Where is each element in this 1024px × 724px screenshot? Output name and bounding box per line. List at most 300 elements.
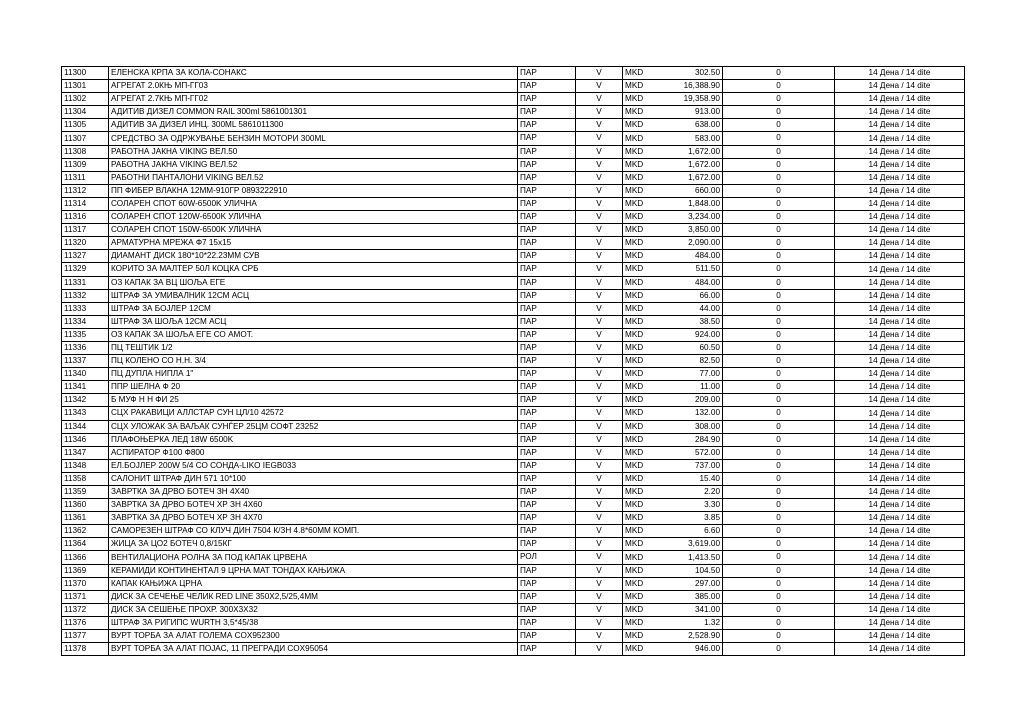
item-price: 737.00 (653, 459, 723, 472)
item-price: 2,528.90 (653, 630, 723, 643)
item-currency: MKD (623, 564, 653, 577)
item-currency: MKD (623, 499, 653, 512)
table-row (62, 302, 965, 315)
item-code: 11305 (62, 119, 109, 132)
item-description: КАПАК КАЊИЖА ЦРНА (109, 577, 518, 590)
item-price: 284.90 (653, 433, 723, 446)
item-price: 924.00 (653, 328, 723, 341)
item-unit: ПАР (518, 119, 576, 132)
item-unit: ПАР (518, 577, 576, 590)
item-unit: ПАР (518, 184, 576, 197)
item-code: 11346 (62, 433, 109, 446)
item-vat-mark: V (576, 211, 623, 224)
table-row (62, 459, 965, 472)
item-price: 104.50 (653, 564, 723, 577)
item-description: АДИТИВ ДИЗЕЛ COMMON RAIL 300ml 5861001301 (109, 106, 518, 119)
item-code: 11376 (62, 616, 109, 629)
item-delivery-time: 14 Дена / 14 dite (835, 341, 965, 354)
item-discount: 0 (723, 224, 835, 237)
item-description: САМОРЕЗЕН ШТРАФ СО КЛУЧ ДИН 7504 К/ЗН 4.8*60ММ КОМП. (109, 525, 518, 538)
item-currency: MKD (623, 315, 653, 328)
item-description: ОЗ КАПАК ЗА ВЦ ШОЉА ЕГЕ (109, 276, 518, 289)
table-row (62, 67, 965, 80)
item-currency: MKD (623, 538, 653, 551)
item-delivery-time: 14 Дена / 14 dite (835, 224, 965, 237)
item-price: 3,619.00 (653, 538, 723, 551)
item-vat-mark: V (576, 407, 623, 420)
item-unit: ПАР (518, 472, 576, 485)
item-description: ПЦ ДУПЛА НИПЛА 1" (109, 368, 518, 381)
item-delivery-time: 14 Дена / 14 dite (835, 132, 965, 145)
item-vat-mark: V (576, 381, 623, 394)
item-delivery-time: 14 Дена / 14 dite (835, 459, 965, 472)
item-description: СЦХ РАКАВИЦИ АЛЛСТАР СУН ЦЛ/10 42572 (109, 407, 518, 420)
item-delivery-time: 14 Дена / 14 dite (835, 499, 965, 512)
item-code: 11308 (62, 145, 109, 158)
table-row (62, 132, 965, 145)
item-currency: MKD (623, 603, 653, 616)
item-vat-mark: V (576, 433, 623, 446)
table-row (62, 381, 965, 394)
item-code: 11366 (62, 551, 109, 564)
item-delivery-time: 14 Дена / 14 dite (835, 538, 965, 551)
item-unit: ПАР (518, 420, 576, 433)
item-code: 11312 (62, 184, 109, 197)
item-vat-mark: V (576, 564, 623, 577)
item-price: 1,672.00 (653, 145, 723, 158)
item-delivery-time: 14 Дена / 14 dite (835, 603, 965, 616)
table-row (62, 525, 965, 538)
item-description: ЗАВРТКА ЗА ДРВО БОТЕЧ ХР ЗН 4X60 (109, 499, 518, 512)
item-delivery-time: 14 Дена / 14 dite (835, 119, 965, 132)
item-vat-mark: V (576, 472, 623, 485)
table-row (62, 551, 965, 564)
item-vat-mark: V (576, 616, 623, 629)
item-currency: MKD (623, 263, 653, 276)
item-discount: 0 (723, 145, 835, 158)
item-currency: MKD (623, 328, 653, 341)
item-delivery-time: 14 Дена / 14 dite (835, 80, 965, 93)
item-vat-mark: V (576, 368, 623, 381)
item-unit: ПАР (518, 106, 576, 119)
item-description: ШТРАФ ЗА РИГИПС WURTH 3,5*45/38 (109, 616, 518, 629)
item-code: 11329 (62, 263, 109, 276)
item-unit: ПАР (518, 394, 576, 407)
table-row (62, 420, 965, 433)
item-code: 11371 (62, 590, 109, 603)
item-vat-mark: V (576, 145, 623, 158)
item-delivery-time: 14 Дена / 14 dite (835, 171, 965, 184)
item-unit: ПАР (518, 564, 576, 577)
item-discount: 0 (723, 551, 835, 564)
item-currency: MKD (623, 525, 653, 538)
item-description: КЕРАМИДИ КОНТИНЕНТАЛ 9 ЦРНА МАТ ТОНДАХ КАЊИЖА (109, 564, 518, 577)
item-unit: ПАР (518, 459, 576, 472)
table-row (62, 368, 965, 381)
item-currency: MKD (623, 459, 653, 472)
table-row (62, 237, 965, 250)
item-unit: ПАР (518, 512, 576, 525)
item-discount: 0 (723, 171, 835, 184)
item-description: АРМАТУРНА МРЕЖА Ф7 15x15 (109, 237, 518, 250)
item-currency: MKD (623, 590, 653, 603)
table-row (62, 499, 965, 512)
item-code: 11341 (62, 381, 109, 394)
item-description: КОРИТО ЗА МАЛТЕР 50Л КОЦКА СРБ (109, 263, 518, 276)
item-discount: 0 (723, 93, 835, 106)
item-currency: MKD (623, 486, 653, 499)
item-currency: MKD (623, 93, 653, 106)
item-description: АГРЕГАТ 2.0КЊ МП-ГГ03 (109, 80, 518, 93)
item-price: 1,672.00 (653, 158, 723, 171)
item-discount: 0 (723, 302, 835, 315)
item-delivery-time: 14 Дена / 14 dite (835, 590, 965, 603)
item-price: 3.85 (653, 512, 723, 525)
item-delivery-time: 14 Дена / 14 dite (835, 355, 965, 368)
table-row (62, 197, 965, 210)
item-code: 11358 (62, 472, 109, 485)
table-row (62, 472, 965, 485)
item-description: ЗАВРТКА ЗА ДРВО БОТЕЧ ХР ЗН 4X70 (109, 512, 518, 525)
item-price: 572.00 (653, 446, 723, 459)
item-discount: 0 (723, 315, 835, 328)
item-unit: ПАР (518, 341, 576, 354)
item-code: 11301 (62, 80, 109, 93)
item-price: 3,850.00 (653, 224, 723, 237)
item-currency: MKD (623, 132, 653, 145)
item-discount: 0 (723, 80, 835, 93)
item-unit: ПАР (518, 368, 576, 381)
item-discount: 0 (723, 486, 835, 499)
item-price: 3,234.00 (653, 211, 723, 224)
item-code: 11302 (62, 93, 109, 106)
item-unit: ПАР (518, 315, 576, 328)
item-delivery-time: 14 Дена / 14 dite (835, 525, 965, 538)
item-price: 19,358.90 (653, 93, 723, 106)
item-unit: ПАР (518, 433, 576, 446)
item-unit: ПАР (518, 381, 576, 394)
item-unit: ПАР (518, 289, 576, 302)
item-vat-mark: V (576, 328, 623, 341)
item-price: 77.00 (653, 368, 723, 381)
item-vat-mark: V (576, 446, 623, 459)
item-vat-mark: V (576, 577, 623, 590)
item-unit: ПАР (518, 67, 576, 80)
item-currency: MKD (623, 106, 653, 119)
item-delivery-time: 14 Дена / 14 dite (835, 250, 965, 263)
item-delivery-time: 14 Дена / 14 dite (835, 276, 965, 289)
item-code: 11316 (62, 211, 109, 224)
item-code: 11364 (62, 538, 109, 551)
item-description: СЦХ УЛОЖАК ЗА ВАЉАК СУНЃЕР 25ЦМ СОФТ 23252 (109, 420, 518, 433)
item-discount: 0 (723, 420, 835, 433)
table-row (62, 106, 965, 119)
item-delivery-time: 14 Дена / 14 dite (835, 106, 965, 119)
item-currency: MKD (623, 394, 653, 407)
item-currency: MKD (623, 119, 653, 132)
item-discount: 0 (723, 355, 835, 368)
item-unit: ПАР (518, 499, 576, 512)
item-vat-mark: V (576, 197, 623, 210)
item-currency: MKD (623, 80, 653, 93)
item-discount: 0 (723, 630, 835, 643)
table-row (62, 276, 965, 289)
item-price: 1,848.00 (653, 197, 723, 210)
item-currency: MKD (623, 341, 653, 354)
item-code: 11347 (62, 446, 109, 459)
item-delivery-time: 14 Дена / 14 dite (835, 446, 965, 459)
item-code: 11311 (62, 171, 109, 184)
table-row (62, 341, 965, 354)
item-price: 302.50 (653, 67, 723, 80)
item-code: 11348 (62, 459, 109, 472)
item-delivery-time: 14 Дена / 14 dite (835, 472, 965, 485)
table-row (62, 184, 965, 197)
item-price: 484.00 (653, 250, 723, 263)
item-price: 511.50 (653, 263, 723, 276)
item-discount: 0 (723, 158, 835, 171)
item-discount: 0 (723, 394, 835, 407)
table-row (62, 315, 965, 328)
item-discount: 0 (723, 538, 835, 551)
item-unit: ПАР (518, 197, 576, 210)
item-unit: ПАР (518, 603, 576, 616)
item-unit: ПАР (518, 237, 576, 250)
item-delivery-time: 14 Дена / 14 dite (835, 197, 965, 210)
item-vat-mark: V (576, 486, 623, 499)
item-vat-mark: V (576, 394, 623, 407)
item-price: 209.00 (653, 394, 723, 407)
item-discount: 0 (723, 250, 835, 263)
item-delivery-time: 14 Дена / 14 dite (835, 630, 965, 643)
item-vat-mark: V (576, 551, 623, 564)
item-price: 913.00 (653, 106, 723, 119)
item-vat-mark: V (576, 289, 623, 302)
item-vat-mark: V (576, 106, 623, 119)
item-price: 82.50 (653, 355, 723, 368)
item-currency: MKD (623, 551, 653, 564)
item-price: 60.50 (653, 341, 723, 354)
item-discount: 0 (723, 197, 835, 210)
item-currency: MKD (623, 616, 653, 629)
item-discount: 0 (723, 119, 835, 132)
item-unit: ПАР (518, 538, 576, 551)
item-description: СОЛАРЕН СПОТ 60W-6500K УЛИЧНА (109, 197, 518, 210)
item-vat-mark: V (576, 171, 623, 184)
item-unit: ПАР (518, 446, 576, 459)
item-price: 16,388.90 (653, 80, 723, 93)
item-code: 11361 (62, 512, 109, 525)
item-delivery-time: 14 Дена / 14 dite (835, 368, 965, 381)
item-currency: MKD (623, 145, 653, 158)
item-code: 11362 (62, 525, 109, 538)
item-description: АГРЕГАТ 2.7КЊ МП-ГГ02 (109, 93, 518, 106)
item-discount: 0 (723, 433, 835, 446)
item-vat-mark: V (576, 276, 623, 289)
item-description: ПП ФИБЕР ВЛАКНА 12ММ-910ГР 0893222910 (109, 184, 518, 197)
item-discount: 0 (723, 289, 835, 302)
item-vat-mark: V (576, 250, 623, 263)
item-code: 11344 (62, 420, 109, 433)
table-row (62, 119, 965, 132)
item-currency: MKD (623, 224, 653, 237)
item-unit: ПАР (518, 158, 576, 171)
item-code: 11372 (62, 603, 109, 616)
item-price: 946.00 (653, 643, 723, 656)
item-unit: ПАР (518, 590, 576, 603)
item-currency: MKD (623, 211, 653, 224)
item-description: ВУРТ ТОРБА ЗА АЛАТ ПОЈАС, 11 ПРЕГРАДИ COX95054 (109, 643, 518, 656)
item-unit: ПАР (518, 211, 576, 224)
item-currency: MKD (623, 197, 653, 210)
item-code: 11342 (62, 394, 109, 407)
item-description: ЕЛ.БОЈЛЕР 200W 5/4 СО СОНДА-LIKO IEGB033 (109, 459, 518, 472)
item-discount: 0 (723, 577, 835, 590)
item-code: 11317 (62, 224, 109, 237)
item-delivery-time: 14 Дена / 14 dite (835, 616, 965, 629)
item-description: Б МУФ Н Н ФИ 25 (109, 394, 518, 407)
item-code: 11332 (62, 289, 109, 302)
item-vat-mark: V (576, 512, 623, 525)
item-vat-mark: V (576, 93, 623, 106)
item-currency: MKD (623, 407, 653, 420)
item-description: ЖИЦА ЗА ЦО2 БОТЕЧ 0,8/15КГ (109, 538, 518, 551)
item-discount: 0 (723, 459, 835, 472)
item-code: 11377 (62, 630, 109, 643)
item-description: РАБОТНА ЈАКНА VIKING ВЕЛ.50 (109, 145, 518, 158)
item-delivery-time: 14 Дена / 14 dite (835, 93, 965, 106)
item-delivery-time: 14 Дена / 14 dite (835, 184, 965, 197)
price-list-table (61, 66, 965, 656)
item-currency: MKD (623, 630, 653, 643)
item-description: ПЛАФОЊЕРКА ЛЕД 18W 6500K (109, 433, 518, 446)
item-currency: MKD (623, 433, 653, 446)
item-delivery-time: 14 Дена / 14 dite (835, 302, 965, 315)
item-description: АСПИРАТОР Ф100 Ф800 (109, 446, 518, 459)
table-row (62, 446, 965, 459)
table-row (62, 577, 965, 590)
item-delivery-time: 14 Дена / 14 dite (835, 433, 965, 446)
item-code: 11369 (62, 564, 109, 577)
table-row (62, 616, 965, 629)
item-currency: MKD (623, 420, 653, 433)
item-price: 44.00 (653, 302, 723, 315)
item-code: 11340 (62, 368, 109, 381)
item-description: ОЗ КАПАК ЗА ШОЉА ЕГЕ СО АМОТ. (109, 328, 518, 341)
item-unit: ПАР (518, 302, 576, 315)
item-code: 11370 (62, 577, 109, 590)
item-discount: 0 (723, 263, 835, 276)
item-discount: 0 (723, 106, 835, 119)
item-unit: ПАР (518, 93, 576, 106)
item-currency: MKD (623, 250, 653, 263)
item-currency: MKD (623, 276, 653, 289)
item-code: 11360 (62, 499, 109, 512)
item-unit: ПАР (518, 355, 576, 368)
item-currency: MKD (623, 171, 653, 184)
item-delivery-time: 14 Дена / 14 dite (835, 263, 965, 276)
item-description: ШТРАФ ЗА ШОЉА 12СМ АСЦ (109, 315, 518, 328)
item-delivery-time: 14 Дена / 14 dite (835, 289, 965, 302)
table-row (62, 250, 965, 263)
item-vat-mark: V (576, 341, 623, 354)
item-delivery-time: 14 Дена / 14 dite (835, 381, 965, 394)
item-code: 11309 (62, 158, 109, 171)
item-delivery-time: 14 Дена / 14 dite (835, 211, 965, 224)
item-price: 132.00 (653, 407, 723, 420)
item-unit: ПАР (518, 224, 576, 237)
item-discount: 0 (723, 512, 835, 525)
item-vat-mark: V (576, 302, 623, 315)
item-unit: ПАР (518, 145, 576, 158)
item-vat-mark: V (576, 525, 623, 538)
item-unit: ПАР (518, 276, 576, 289)
item-price: 2,090.00 (653, 237, 723, 250)
item-currency: MKD (623, 289, 653, 302)
table-row (62, 263, 965, 276)
item-currency: MKD (623, 446, 653, 459)
item-price: 638.00 (653, 119, 723, 132)
item-delivery-time: 14 Дена / 14 dite (835, 394, 965, 407)
item-description: ВУРТ ТОРБА ЗА АЛАТ ГОЛЕМА COX952300 (109, 630, 518, 643)
item-code: 11334 (62, 315, 109, 328)
item-price: 38.50 (653, 315, 723, 328)
item-vat-mark: V (576, 224, 623, 237)
item-delivery-time: 14 Дена / 14 dite (835, 237, 965, 250)
table-row (62, 289, 965, 302)
item-discount: 0 (723, 67, 835, 80)
item-description: СОЛАРЕН СПОТ 120W-6500K УЛИЧНА (109, 211, 518, 224)
item-vat-mark: V (576, 603, 623, 616)
item-delivery-time: 14 Дена / 14 dite (835, 328, 965, 341)
item-discount: 0 (723, 368, 835, 381)
item-price: 3.30 (653, 499, 723, 512)
table-row (62, 93, 965, 106)
table-row (62, 630, 965, 643)
item-vat-mark: V (576, 355, 623, 368)
item-code: 11378 (62, 643, 109, 656)
item-description: ЗАВРТКА ЗА ДРВО БОТЕЧ ЗН 4X40 (109, 486, 518, 499)
item-price: 2.20 (653, 486, 723, 499)
item-currency: MKD (623, 237, 653, 250)
item-currency: MKD (623, 184, 653, 197)
item-description: ППР ШЕЛНА Ф 20 (109, 381, 518, 394)
item-delivery-time: 14 Дена / 14 dite (835, 551, 965, 564)
item-unit: ПАР (518, 328, 576, 341)
item-code: 11337 (62, 355, 109, 368)
item-vat-mark: V (576, 80, 623, 93)
item-description: ДИСК ЗА СЕШЕЊЕ ПРОХР. 300X3X32 (109, 603, 518, 616)
item-description: ПЦ ТЕШТИК 1/2 (109, 341, 518, 354)
item-discount: 0 (723, 616, 835, 629)
item-discount: 0 (723, 603, 835, 616)
item-discount: 0 (723, 564, 835, 577)
item-price: 660.00 (653, 184, 723, 197)
item-price: 1,672.00 (653, 171, 723, 184)
item-discount: 0 (723, 525, 835, 538)
item-vat-mark: V (576, 420, 623, 433)
table-body (62, 67, 965, 656)
item-delivery-time: 14 Дена / 14 dite (835, 643, 965, 656)
item-vat-mark: V (576, 630, 623, 643)
item-unit: РОЛ (518, 551, 576, 564)
item-currency: MKD (623, 302, 653, 315)
table-row (62, 394, 965, 407)
item-vat-mark: V (576, 237, 623, 250)
item-code: 11307 (62, 132, 109, 145)
table-row (62, 145, 965, 158)
item-discount: 0 (723, 341, 835, 354)
